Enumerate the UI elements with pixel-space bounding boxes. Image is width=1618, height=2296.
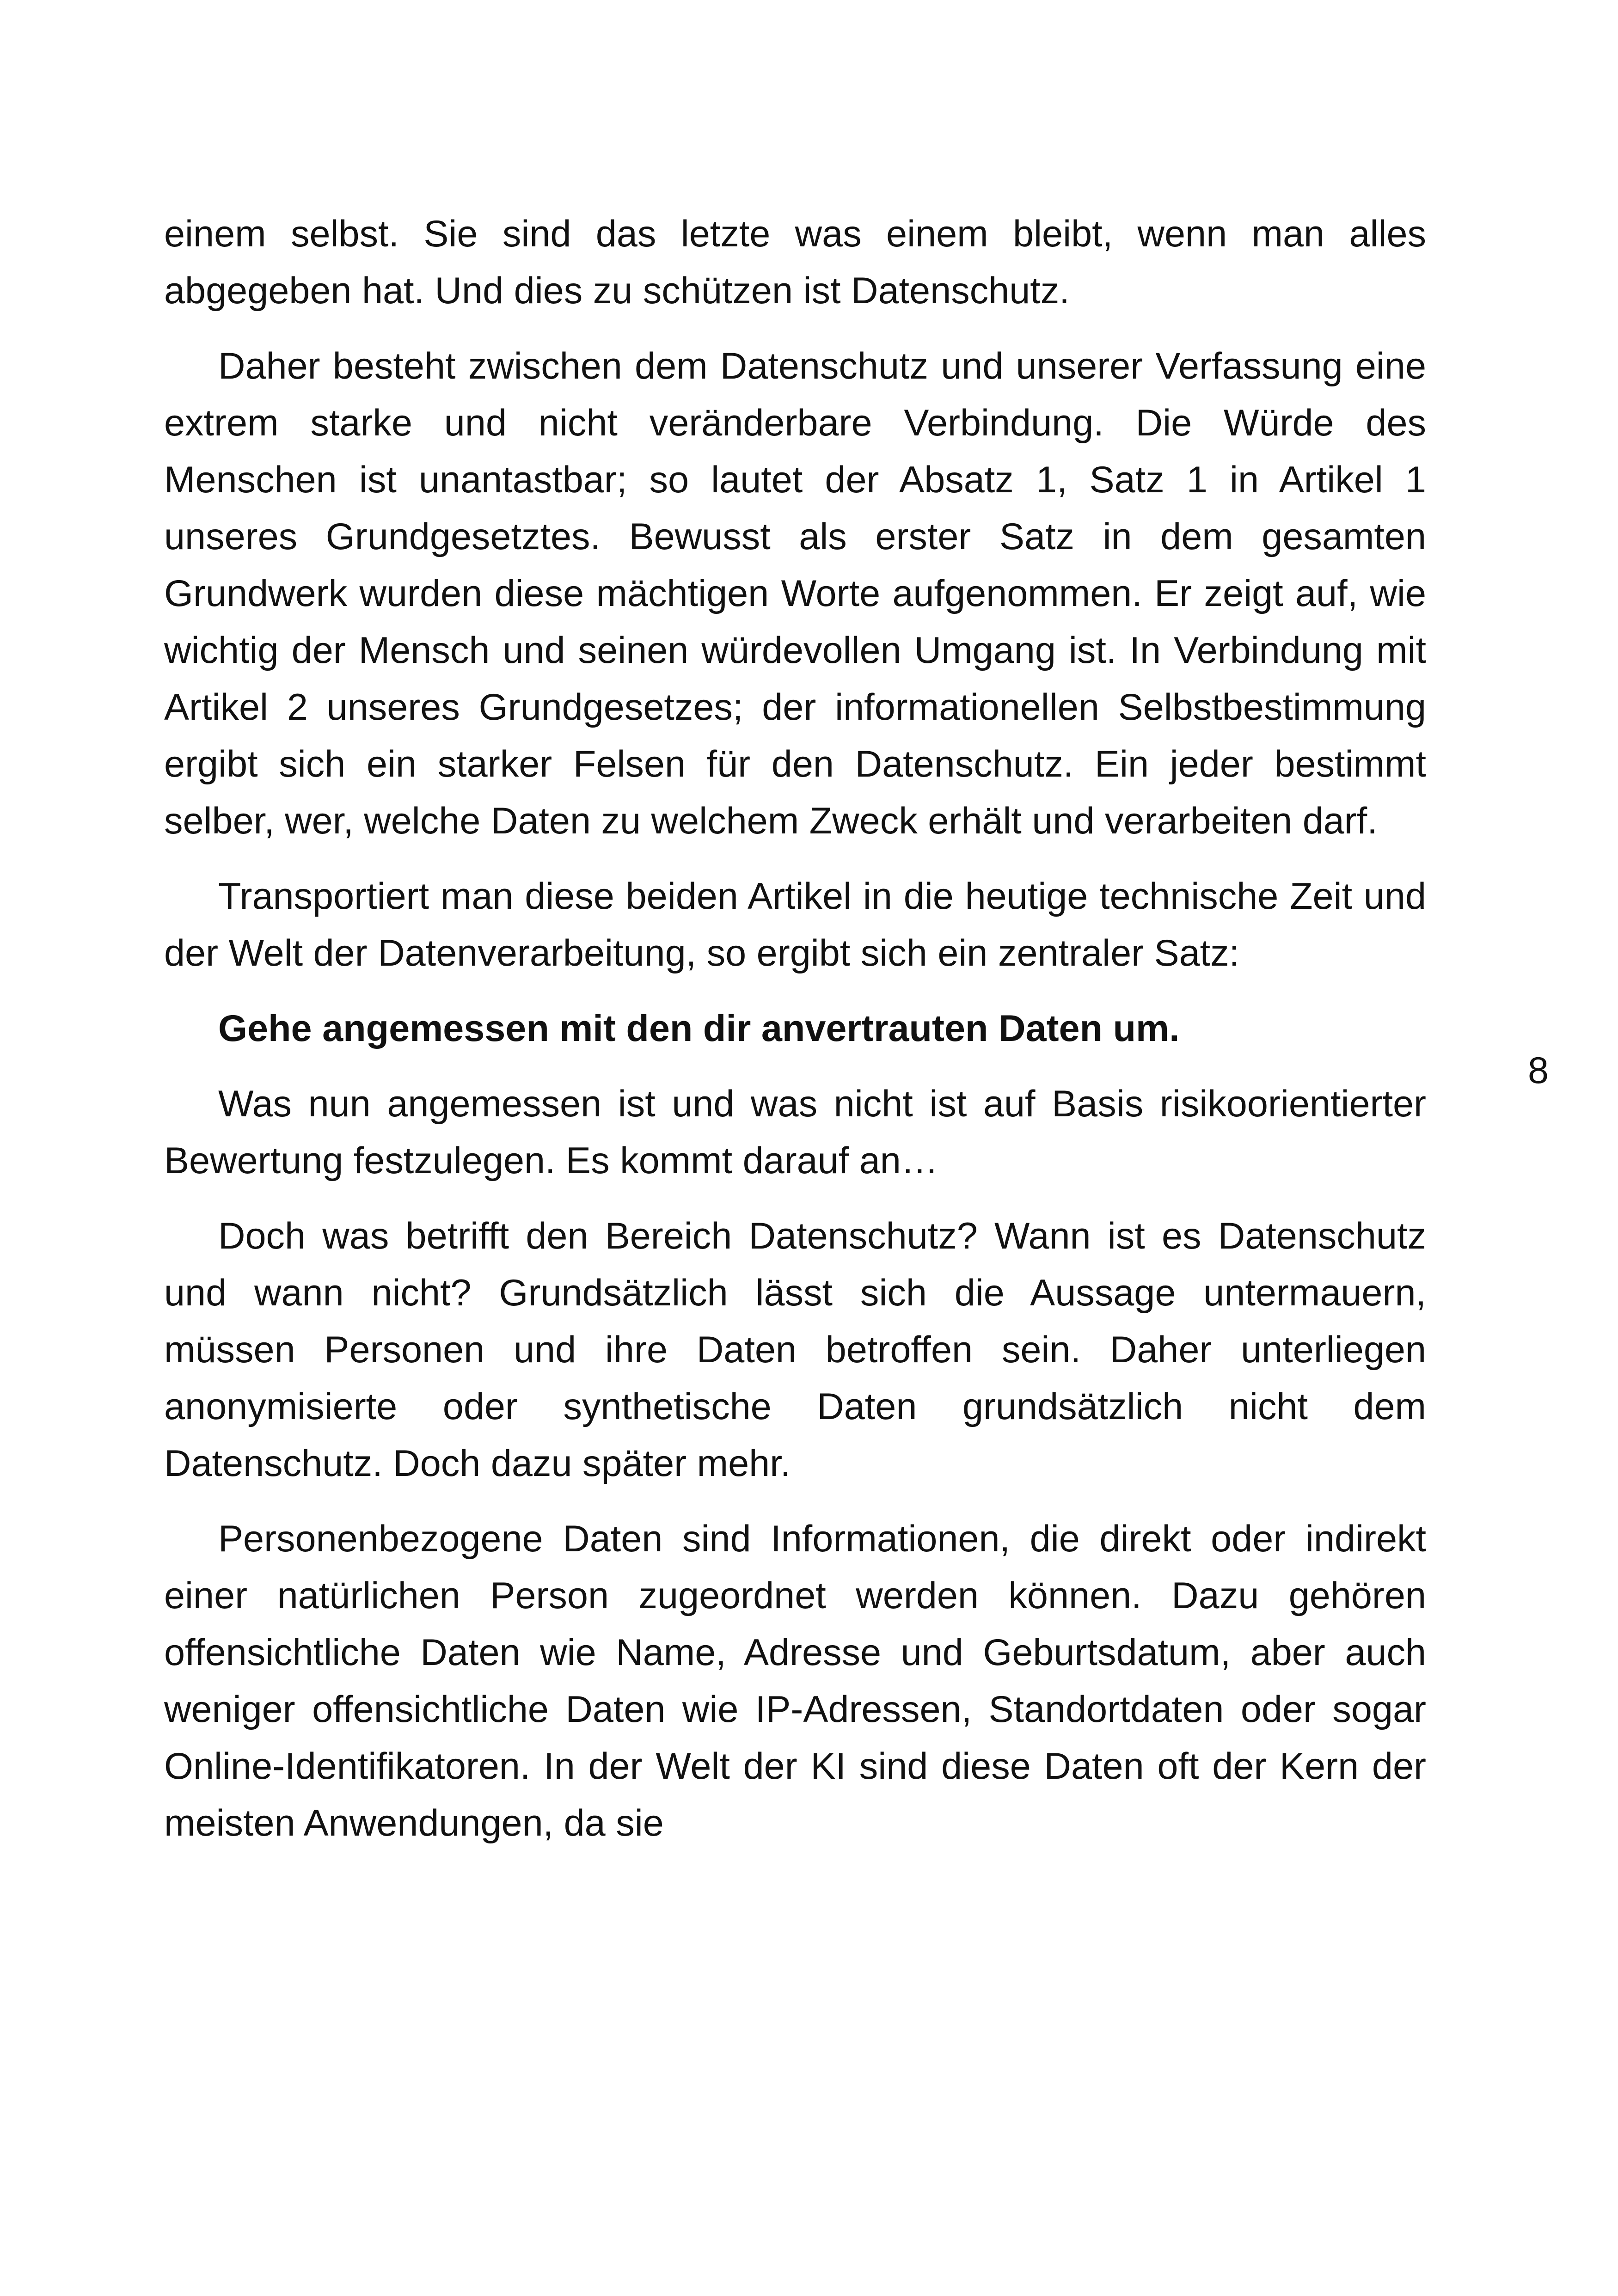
- paragraph-appropriate: Was nun angemessen ist und was nicht ist auf Basis risikoorientierter Bewertung festzulegen. Es kommt darauf an…: [164, 1083, 1426, 1182]
- page-number: 8: [1528, 1050, 1549, 1091]
- paragraph-continuation: einem selbst. Sie sind das letzte was einem bleibt, wenn man alles abgegeben hat. Und dies zu schützen ist Datenschutz.: [164, 213, 1426, 312]
- body-text: [164, 206, 1426, 1870]
- central-principle: Gehe angemessen mit den dir anvertrauten Daten um.: [218, 1008, 1180, 1049]
- paragraph-constitution: Daher besteht zwischen dem Datenschutz und unserer Verfassung eine extrem starke und nicht veränderbare Verbindung. Die Würde des Menschen ist unantastbar; so lautet der Absatz 1, Satz 1 in Artikel 1 unseres Grundgesetztes. Bewusst als erster Satz in dem gesamten Grundwerk wurden diese mächtigen Worte aufgenommen. Er zeigt auf, wie wichtig der Mensch und seinen würdevollen Umgang ist. In Verbindung mit Artikel 2 unseres Grundgesetzes; der informationellen Selbstbestimmung ergibt sich ein starker Felsen für den Datenschutz. Ein jeder bestimmt selber, wer, welche Daten zu welchem Zweck erhält und verarbeiten darf.: [164, 345, 1426, 842]
- paragraph-scope: Doch was betrifft den Bereich Datenschutz? Wann ist es Datenschutz und wann nicht? Grundsätzlich lässt sich die Aussage untermauern, müssen Personen und ihre Daten betroffen sein. Daher unterliegen anonymisierte oder synthetische Daten grundsätzlich nicht dem Datenschutz. Doch dazu später mehr.: [164, 1215, 1426, 1484]
- paragraph-transport: Transportiert man diese beiden Artikel in die heutige technische Zeit und der Welt der Datenverarbeitung, so ergibt sich ein zentraler Satz:: [164, 876, 1426, 974]
- paragraph-personal-data: Personenbezogene Daten sind Informationen, die direkt oder indirekt einer natürlichen Person zugeordnet werden können. Dazu gehören offensichtliche Daten wie Name, Adresse und Geburtsdatum, aber auch weniger offensichtliche Daten wie IP-Adressen, Standortdaten oder sogar Online-Identifikatoren. In der Welt der KI sind diese Daten oft der Kern der meisten Anwendungen, da sie: [164, 1518, 1426, 1844]
